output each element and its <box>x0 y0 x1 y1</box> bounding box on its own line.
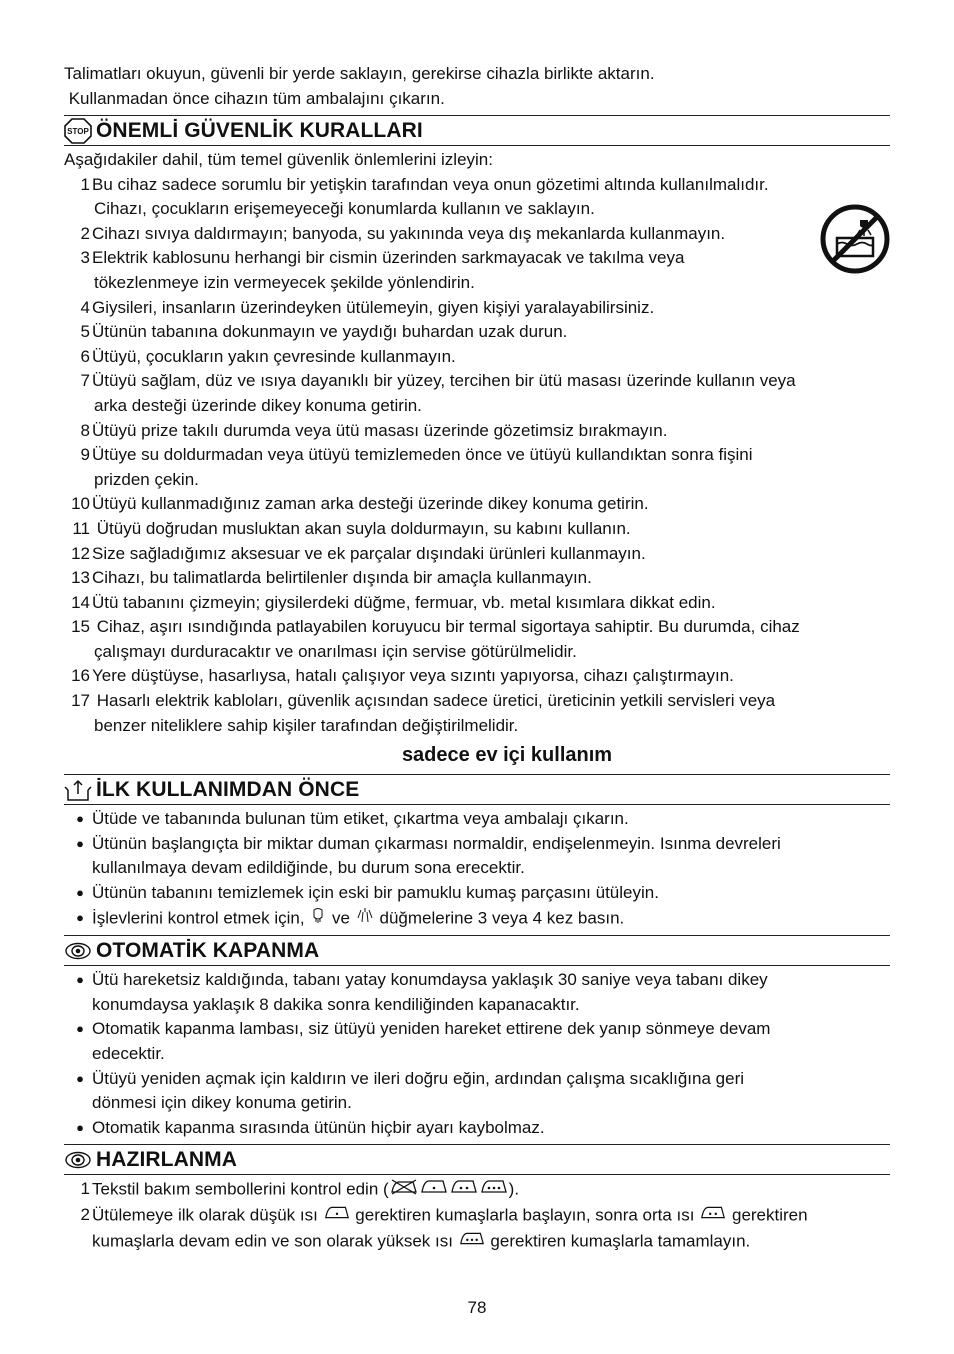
prep-1-pre: Tekstil bakım sembollerini kontrol edin ( <box>92 1179 389 1199</box>
iron-high-heat-icon <box>479 1177 509 1203</box>
section-header-first-use <box>64 774 890 805</box>
item-text-main: Elektrik kablosunu herhangi bir cismin üzerinden sarkmayacak ve takılma veya <box>92 248 685 268</box>
steam-button-icon <box>309 906 327 932</box>
item-text <box>90 320 890 345</box>
eye-icon <box>64 1147 96 1173</box>
list-item <box>64 968 890 1017</box>
item-text <box>90 1067 890 1116</box>
bullet: ● <box>76 1070 84 1086</box>
item-text-continued: Cihazı, çocukların erişemeyeceği konumlarda kullanın ve saklayın. <box>94 199 595 219</box>
item-text-main: Ütüyü kullanmadığınız zaman arka desteği üzerinde dikey konuma getirin. <box>92 494 649 514</box>
item-text-continued: prizden çekin. <box>94 469 199 489</box>
domestic-use-note: sadece ev içi kullanım <box>401 744 613 767</box>
item-text <box>90 689 890 738</box>
item-text <box>90 664 890 689</box>
do-not-iron-icon <box>389 1177 419 1203</box>
item-text <box>90 517 890 542</box>
section-title-first-use: İLK KULLANIMDAN ÖNCE <box>96 777 360 801</box>
list-item <box>64 320 890 345</box>
item-text-main: Ütüyü sağlam, düz ve ısıya dayanıklı bir yüzey, tercihen bir ütü masası üzerinde kullanın veya <box>92 371 796 391</box>
item-text-main: Giysileri, insanların üzerindeyken ütülemeyin, giyen kişiyi yaralayabilirsiniz. <box>92 297 655 317</box>
page-number: 78 <box>467 1298 487 1317</box>
list-item <box>64 443 890 492</box>
item-text <box>90 968 890 1017</box>
intro-line-2: Kullanmadan önce cihazın tüm ambalajını çıkarın. <box>64 89 445 108</box>
item-text-continued: edecektir. <box>92 1044 165 1063</box>
item-text <box>90 246 890 295</box>
stop-icon <box>64 118 96 144</box>
iron-high-heat-icon <box>458 1229 486 1255</box>
item-text <box>90 345 890 370</box>
list-item <box>64 615 890 664</box>
item-text-continued: kullanılmaya devam edildiğinde, bu durum sona erecektir. <box>92 858 525 878</box>
first-use-last-post: düğmelerine 3 veya 4 kez basın. <box>379 907 625 927</box>
item-text-continued: dönmesi için dikey konuma getirin. <box>92 1093 352 1113</box>
item-text-continued: benzer niteliklere sahip kişiler tarafından değiştirilmelidir. <box>94 715 519 735</box>
item-text <box>90 807 890 832</box>
item-text-main: Ütüye su doldurmadan veya ütüyü temizlemeden önce ve ütüyü kullandıktan sonra fişini <box>92 445 753 465</box>
item-text-main: Ütüyü, çocukların yakın çevresinde kullanmayın. <box>92 346 456 366</box>
list-item <box>64 832 890 881</box>
item-text-main: Cihazı, bu talimatlarda belirtilenler dışında bir amaçla kullanmayın. <box>92 568 592 588</box>
item-number: 9 <box>80 445 90 465</box>
list-item <box>64 566 890 591</box>
list-item <box>64 517 890 542</box>
list-item <box>64 881 890 906</box>
first-use-last-mid: ve <box>332 907 351 927</box>
item-text-main: Ütüyü prize takılı durumda veya ütü masası üzerinde gözetimsiz bırakmayın. <box>92 420 668 440</box>
section-header-safety <box>64 115 890 146</box>
prep-2-b: gerektiren kumaşlarla başlayın, sonra orta ısı <box>355 1205 695 1225</box>
item-text-continued: arka desteği üzerinde dikey konuma getirin. <box>94 395 422 415</box>
section-title-safety: ÖNEMLİ GÜVENLİK KURALLARI <box>96 118 423 142</box>
item-text-main: Bu cihaz sadece sorumlu bir yetişkin tarafından veya onun gözetimi altında kullanılmalıdır. <box>92 174 769 194</box>
list-item <box>64 1203 890 1254</box>
item-text-main: Ütünün tabanına dokunmayın ve yaydığı buhardan uzak durun. <box>92 322 568 342</box>
item-text-continued: konumdaysa yaklaşık 8 dakika sonra kendiliğinden kapanacaktır. <box>92 994 580 1014</box>
item-text-continued: çalışmayı durduracaktır ve onarılması için servise götürülmelidir. <box>94 641 577 661</box>
safety-lead: Aşağıdakiler dahil, tüm temel güvenlik önlemlerini izleyin: <box>64 150 493 169</box>
item-number: 10 <box>71 494 90 514</box>
item-text-main: Hasarlı elektrik kabloları, güvenlik açısından sadece üretici, üreticinin yetkili servisleri veya <box>92 691 776 711</box>
list-item <box>64 664 890 689</box>
item-text <box>90 566 890 591</box>
bullet: ● <box>76 835 84 851</box>
section-header-auto-off <box>64 935 890 966</box>
bullet: ● <box>76 885 84 901</box>
item-text <box>90 173 890 222</box>
bullet: ● <box>76 909 84 925</box>
item-text <box>90 492 890 517</box>
item-number: 6 <box>80 346 90 366</box>
iron-medium-heat-icon <box>449 1177 479 1203</box>
list-item <box>64 296 890 321</box>
item-number: 2 <box>80 223 90 243</box>
spray-button-icon <box>355 906 375 932</box>
item-number: 15 <box>71 617 90 637</box>
list-item <box>64 492 890 517</box>
item-text <box>90 369 890 418</box>
list-item <box>64 1067 890 1116</box>
list-item <box>64 542 890 567</box>
bullet: ● <box>76 972 84 988</box>
item-number: 12 <box>71 543 90 563</box>
item-text <box>90 542 890 567</box>
bullet: ● <box>76 1021 84 1037</box>
item-number: 2 <box>80 1204 90 1224</box>
bullet: ● <box>76 1119 84 1135</box>
list-item <box>64 222 890 247</box>
prep-2-c: gerektiren <box>731 1205 808 1225</box>
item-text <box>90 591 890 616</box>
item-text <box>90 1116 890 1141</box>
list-item <box>64 807 890 832</box>
svg-text:STOP: STOP <box>67 126 89 136</box>
item-number: 14 <box>71 592 90 612</box>
item-number: 5 <box>80 322 90 342</box>
item-number: 8 <box>80 420 90 440</box>
item-text <box>90 443 890 492</box>
list-item <box>64 173 890 222</box>
document-page <box>64 61 890 1254</box>
item-number: 7 <box>80 371 90 391</box>
item-text <box>90 881 890 906</box>
item-text-main: Ütünün tabanını temizlemek için eski bir pamuklu kumaş parçasını ütüleyin. <box>92 883 659 903</box>
item-text <box>90 615 890 664</box>
item-text <box>90 296 890 321</box>
item-text-main: Ütüyü doğrudan musluktan akan suyla doldurmayın, su kabını kullanın. <box>92 518 631 538</box>
section-title-auto-off: OTOMATİK KAPANMA <box>96 938 320 962</box>
item-number: 3 <box>80 248 90 268</box>
item-number: 4 <box>80 297 90 317</box>
item-text-main: Ütü tabanını çizmeyin; giysilerdeki düğme, fermuar, vb. metal kısımlara dikkat edin. <box>92 592 716 612</box>
prep-2-d: kumaşlarla devam edin ve son olarak yüksek ısı <box>92 1230 453 1250</box>
first-use-last-pre: İşlevlerini kontrol etmek için, <box>92 907 305 927</box>
iron-low-heat-icon <box>323 1203 351 1229</box>
item-number: 11 <box>72 518 90 538</box>
list-item <box>64 1177 890 1203</box>
list-item <box>64 1017 890 1066</box>
item-number: 16 <box>71 666 90 686</box>
prep-1-post: ). <box>508 1179 520 1199</box>
no-immersion-icon <box>820 204 890 274</box>
unpack-box-icon <box>64 777 96 803</box>
item-text-main: Ütüyü yeniden açmak için kaldırın ve ileri doğru eğin, ardından çalışma sıcaklığına geri <box>92 1068 745 1088</box>
list-item <box>64 419 890 444</box>
item-text <box>90 222 890 247</box>
item-text-main: Yere düştüyse, hasarlıysa, hatalı çalışıyor veya sızıntı yapıyorsa, cihazı çalıştırmayın. <box>92 666 734 686</box>
item-text-main: Size sağladığımız aksesuar ve ek parçalar dışındaki ürünleri kullanmayın. <box>92 543 646 563</box>
auto-off-list <box>64 968 890 1140</box>
bullet: ● <box>76 811 84 827</box>
item-text <box>90 419 890 444</box>
list-item <box>64 369 890 418</box>
item-text-continued: tökezlenmeye izin vermeyecek şekilde yönlendirin. <box>94 272 475 292</box>
item-text-main: Otomatik kapanma lambası, siz ütüyü yeniden hareket ettirene dek yanıp sönmeye devam <box>92 1019 771 1039</box>
item-number: 17 <box>71 691 90 711</box>
prep-2-a: Ütülemeye ilk olarak düşük ısı <box>92 1205 318 1225</box>
prep-2-e: gerektiren kumaşlarla tamamlayın. <box>490 1230 751 1250</box>
list-item <box>64 345 890 370</box>
iron-medium-heat-icon <box>699 1203 727 1229</box>
item-number: 13 <box>71 568 90 588</box>
first-use-list <box>64 807 890 905</box>
item-text-main: Ütünün başlangıçta bir miktar duman çıkarması normaldir, endişelenmeyin. Isınma devreleri <box>92 833 781 853</box>
list-item <box>64 906 890 932</box>
item-text <box>90 832 890 881</box>
item-number: 1 <box>80 174 90 194</box>
list-item <box>64 246 890 295</box>
safety-list <box>64 173 890 739</box>
list-item <box>64 1116 890 1141</box>
eye-icon <box>64 938 96 964</box>
section-title-preparation: HAZIRLANMA <box>96 1147 237 1171</box>
iron-low-heat-icon <box>419 1177 449 1203</box>
item-text-main: Cihaz, aşırı ısındığında patlayabilen koruyucu bir termal sigortaya sahiptir. Bu durumda, cihaz <box>92 617 800 637</box>
item-number: 1 <box>80 1179 90 1199</box>
section-header-preparation <box>64 1144 890 1175</box>
item-text-main: Cihazı sıvıya daldırmayın; banyoda, su yakınında veya dış mekanlarda kullanmayın. <box>92 223 726 243</box>
item-text-main: Otomatik kapanma sırasında ütünün hiçbir ayarı kaybolmaz. <box>92 1117 545 1137</box>
list-item <box>64 591 890 616</box>
item-text <box>90 1017 890 1066</box>
item-text-main: Ütüde ve tabanında bulunan tüm etiket, çıkartma veya ambalajı çıkarın. <box>92 809 629 829</box>
item-text-main: Ütü hareketsiz kaldığında, tabanı yatay konumdaysa yaklaşık 30 saniye veya tabanı dikey <box>92 970 768 990</box>
intro-line-1: Talimatları okuyun, güvenli bir yerde saklayın, gerekirse cihazla birlikte aktarın. <box>64 64 655 83</box>
list-item <box>64 689 890 738</box>
